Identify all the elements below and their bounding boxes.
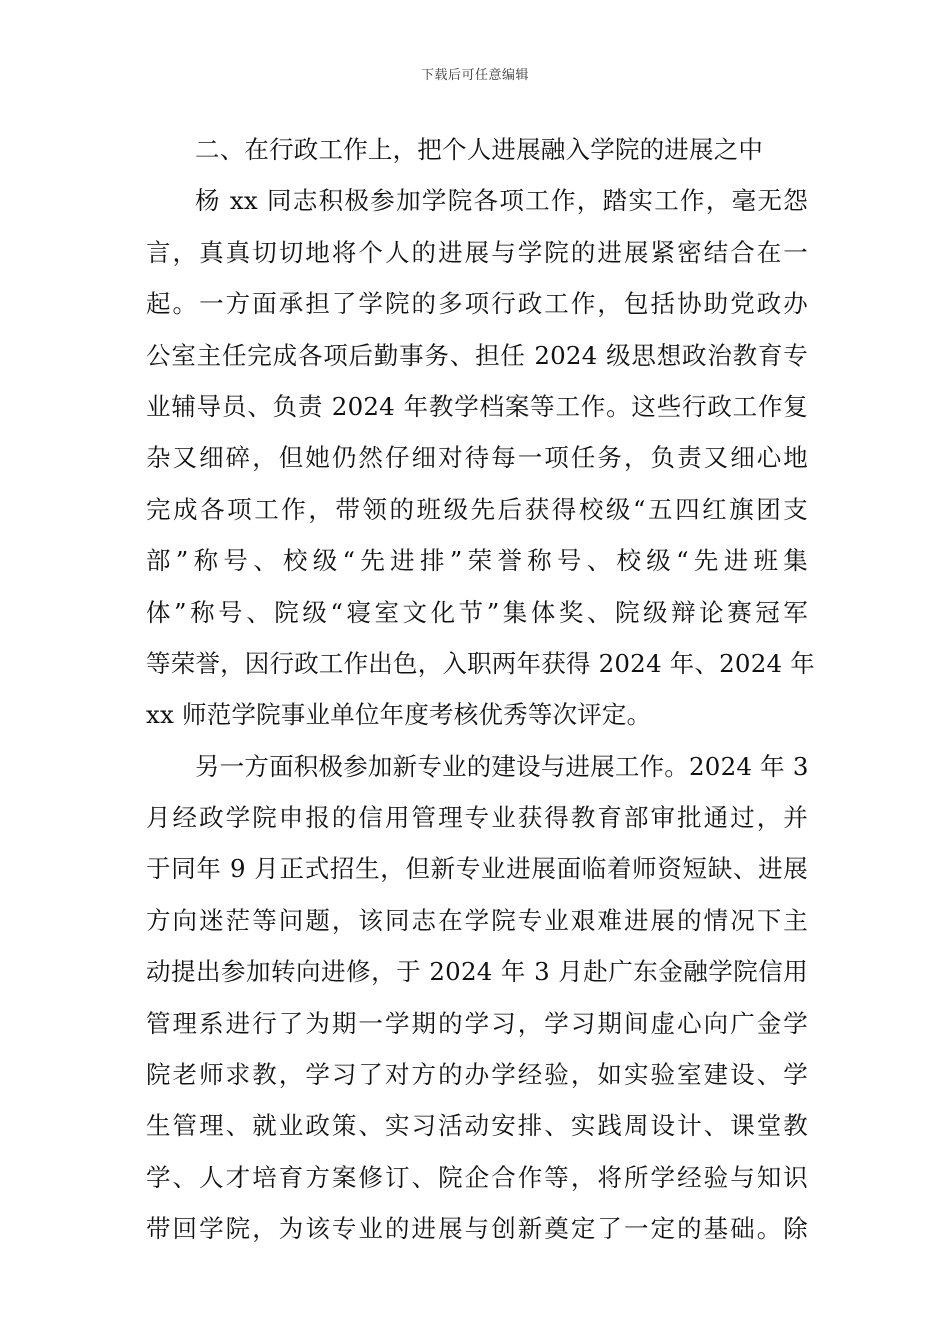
text-line: 业辅导员、负责 2024 年教学档案等工作。这些行政工作复 bbox=[146, 391, 808, 421]
text-line: 生管理、就业政策、实习活动安排、实践周设计、课堂教 bbox=[146, 1111, 808, 1141]
text-line: 完成各项工作，带领的班级先后获得校级“五四红旗团支 bbox=[146, 494, 808, 524]
text-line: 另一方面积极参加新专业的建设与进展工作。2024 年 3 bbox=[195, 751, 809, 781]
text-line: 杂又细碎，但她仍然仔细对待每一项任务，负责又细心地 bbox=[146, 443, 808, 473]
document-body bbox=[146, 124, 815, 1255]
text-line: 体”称号、院级“寝室文化节”集体奖、院级辩论赛冠军 bbox=[146, 597, 808, 627]
text-line: 院老师求教，学习了对方的办学经验，如实验室建设、学 bbox=[146, 1060, 808, 1090]
text-line: 杨 xx 同志积极参加学院各项工作，踏实工作，毫无怨 bbox=[195, 186, 808, 216]
text-line: 管理系进行了为期一学期的学习，学习期间虚心向广金学 bbox=[146, 1008, 808, 1038]
text-line: 于同年 9 月正式招生，但新专业进展面临着师资短缺、进展 bbox=[146, 854, 808, 884]
text-line: 带回学院，为该专业的进展与创新奠定了一定的基础。除 bbox=[146, 1214, 808, 1244]
text-line: 部”称号、校级“先进排”荣誉称号、校级“先进班集 bbox=[146, 546, 808, 576]
text-line: 二、在行政工作上，把个人进展融入学院的进展之中 bbox=[195, 135, 764, 164]
text-line: 言，真真切切地将个人的进展与学院的进展紧密结合在一 bbox=[146, 237, 808, 267]
text-line: 学、人才培育方案修订、院企合作等，将所学经验与知识 bbox=[146, 1162, 808, 1192]
text-line: 月经政学院申报的信用管理专业获得教育部审批通过，并 bbox=[146, 803, 808, 833]
text-line: 等荣誉，因行政工作出色，入职两年获得 2024 年、2024 年 bbox=[146, 648, 815, 678]
text-line: 起。一方面承担了学院的多项行政工作，包括协助党政办 bbox=[146, 289, 808, 319]
text-line: 公室主任完成各项后勤事务、担任 2024 级思想政治教育专 bbox=[146, 340, 808, 370]
text-line: 动提出参加转向进修，于 2024 年 3 月赴广东金融学院信用 bbox=[146, 957, 808, 987]
page-header: 下载后可任意编辑 bbox=[420, 68, 529, 83]
text-line: 方向迷茫等问题，该同志在学院专业艰难进展的情况下主 bbox=[146, 905, 808, 935]
text-line: xx 师范学院事业单位年度考核优秀等次评定。 bbox=[146, 700, 652, 730]
